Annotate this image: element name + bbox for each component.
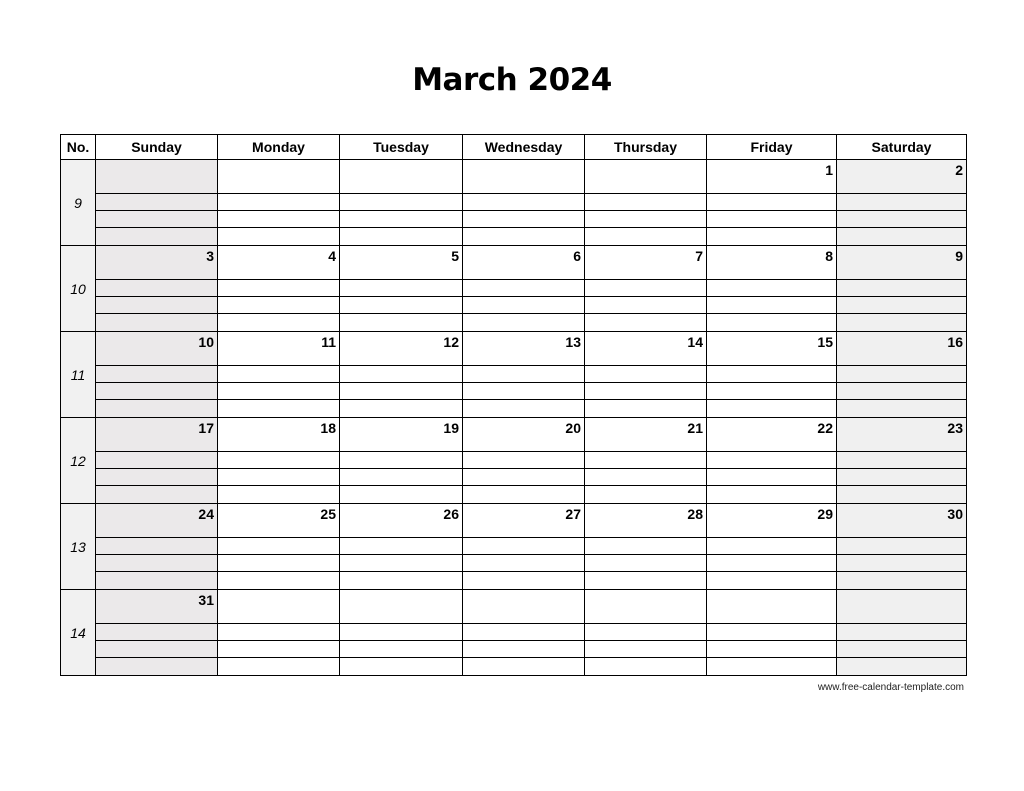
- day-cell[interactable]: [707, 418, 837, 504]
- note-line: [707, 399, 836, 400]
- note-line: [585, 193, 706, 194]
- note-line: [585, 571, 706, 572]
- note-line: [218, 657, 339, 658]
- day-number: 11: [321, 334, 336, 350]
- day-cell[interactable]: [585, 590, 707, 676]
- note-line: [340, 279, 462, 280]
- day-cell[interactable]: [837, 418, 967, 504]
- note-line: [585, 210, 706, 211]
- day-cell[interactable]: [463, 160, 585, 246]
- day-number: 30: [947, 506, 963, 522]
- week-row: [61, 418, 967, 504]
- day-cell[interactable]: [218, 332, 340, 418]
- note-line: [218, 210, 339, 211]
- day-number: 21: [687, 420, 703, 436]
- day-number: 24: [198, 506, 214, 522]
- note-line: [585, 537, 706, 538]
- note-line: [340, 399, 462, 400]
- week-row: [61, 504, 967, 590]
- footer-url: www.free-calendar-template.com: [817, 682, 964, 693]
- note-line: [96, 623, 217, 624]
- note-line: [707, 571, 836, 572]
- note-line: [707, 451, 836, 452]
- day-number: 19: [443, 420, 459, 436]
- note-line: [837, 640, 966, 641]
- note-line: [707, 640, 836, 641]
- note-line: [707, 382, 836, 383]
- note-line: [707, 365, 836, 366]
- note-line: [837, 657, 966, 658]
- header-monday: Monday: [218, 135, 340, 160]
- note-line: [837, 382, 966, 383]
- note-line: [837, 365, 966, 366]
- note-line: [585, 279, 706, 280]
- day-number: 9: [955, 248, 963, 264]
- note-line: [96, 451, 217, 452]
- note-line: [585, 640, 706, 641]
- day-cell[interactable]: [837, 246, 967, 332]
- note-line: [707, 623, 836, 624]
- day-cell[interactable]: [218, 418, 340, 504]
- note-line: [837, 554, 966, 555]
- day-cell[interactable]: [218, 160, 340, 246]
- note-line: [463, 365, 584, 366]
- note-line: [585, 468, 706, 469]
- day-number: 4: [328, 248, 336, 264]
- week-row: [61, 160, 967, 246]
- day-cell[interactable]: [837, 504, 967, 590]
- day-cell[interactable]: [707, 160, 837, 246]
- day-cell[interactable]: [340, 246, 463, 332]
- day-number: 3: [206, 248, 214, 264]
- note-line: [707, 537, 836, 538]
- note-line: [96, 571, 217, 572]
- note-line: [218, 279, 339, 280]
- header-sunday: Sunday: [96, 135, 218, 160]
- day-cell[interactable]: [218, 590, 340, 676]
- note-line: [463, 210, 584, 211]
- note-line: [585, 365, 706, 366]
- calendar-grid: [60, 134, 967, 676]
- day-cell[interactable]: [707, 246, 837, 332]
- note-line: [707, 193, 836, 194]
- note-line: [463, 485, 584, 486]
- note-line: [837, 399, 966, 400]
- day-cell[interactable]: [340, 590, 463, 676]
- header-saturday: Saturday: [837, 135, 967, 160]
- note-line: [585, 313, 706, 314]
- note-line: [96, 657, 217, 658]
- day-cell[interactable]: [96, 418, 218, 504]
- week-row: [61, 332, 967, 418]
- header-row: [61, 135, 967, 160]
- note-line: [340, 313, 462, 314]
- day-cell[interactable]: [96, 590, 218, 676]
- note-line: [218, 399, 339, 400]
- week-number: 13: [61, 504, 96, 590]
- day-number: 20: [565, 420, 581, 436]
- day-number: 23: [947, 420, 963, 436]
- note-line: [96, 193, 217, 194]
- day-cell[interactable]: [218, 246, 340, 332]
- day-number: 16: [947, 334, 963, 350]
- day-number: 8: [825, 248, 833, 264]
- day-cell[interactable]: [837, 590, 967, 676]
- note-line: [340, 554, 462, 555]
- day-number: 17: [198, 420, 214, 436]
- header-thursday: Thursday: [585, 135, 707, 160]
- note-line: [463, 623, 584, 624]
- note-line: [218, 313, 339, 314]
- day-number: 26: [443, 506, 459, 522]
- note-line: [837, 537, 966, 538]
- day-cell[interactable]: [96, 160, 218, 246]
- note-line: [463, 451, 584, 452]
- day-cell[interactable]: [707, 332, 837, 418]
- note-line: [837, 193, 966, 194]
- day-cell[interactable]: [340, 504, 463, 590]
- note-line: [707, 296, 836, 297]
- note-line: [340, 227, 462, 228]
- header-tuesday: Tuesday: [340, 135, 463, 160]
- day-cell[interactable]: [463, 418, 585, 504]
- note-line: [96, 554, 217, 555]
- note-line: [463, 571, 584, 572]
- note-line: [463, 468, 584, 469]
- note-line: [463, 193, 584, 194]
- note-line: [340, 657, 462, 658]
- note-line: [707, 468, 836, 469]
- note-line: [585, 227, 706, 228]
- note-line: [340, 623, 462, 624]
- day-cell[interactable]: [96, 504, 218, 590]
- week-number: 14: [61, 590, 96, 676]
- day-number: 27: [565, 506, 581, 522]
- note-line: [340, 382, 462, 383]
- note-line: [585, 451, 706, 452]
- note-line: [340, 468, 462, 469]
- note-line: [837, 227, 966, 228]
- day-number: 10: [198, 334, 214, 350]
- note-line: [463, 554, 584, 555]
- day-number: 13: [565, 334, 581, 350]
- note-line: [463, 296, 584, 297]
- note-line: [707, 554, 836, 555]
- note-line: [218, 365, 339, 366]
- note-line: [340, 571, 462, 572]
- day-cell[interactable]: [837, 160, 967, 246]
- note-line: [707, 657, 836, 658]
- note-line: [463, 399, 584, 400]
- day-number: 12: [443, 334, 459, 350]
- day-cell[interactable]: [463, 332, 585, 418]
- day-number: 1: [825, 162, 833, 178]
- note-line: [96, 485, 217, 486]
- day-number: 15: [817, 334, 833, 350]
- note-line: [218, 296, 339, 297]
- day-cell[interactable]: [463, 590, 585, 676]
- note-line: [218, 468, 339, 469]
- note-line: [96, 382, 217, 383]
- week-number: 9: [61, 160, 96, 246]
- note-line: [96, 365, 217, 366]
- day-number: 28: [687, 506, 703, 522]
- note-line: [96, 227, 217, 228]
- note-line: [837, 468, 966, 469]
- note-line: [218, 623, 339, 624]
- header-wednesday: Wednesday: [463, 135, 585, 160]
- note-line: [463, 537, 584, 538]
- note-line: [96, 296, 217, 297]
- day-cell[interactable]: [585, 504, 707, 590]
- note-line: [340, 193, 462, 194]
- note-line: [340, 485, 462, 486]
- note-line: [463, 382, 584, 383]
- note-line: [340, 365, 462, 366]
- note-line: [96, 640, 217, 641]
- day-cell[interactable]: [340, 160, 463, 246]
- day-cell[interactable]: [707, 590, 837, 676]
- note-line: [463, 313, 584, 314]
- day-number: 25: [320, 506, 336, 522]
- day-number: 2: [955, 162, 963, 178]
- day-number: 18: [320, 420, 336, 436]
- note-line: [218, 485, 339, 486]
- day-number: 6: [573, 248, 581, 264]
- day-number: 7: [695, 248, 703, 264]
- week-number: 10: [61, 246, 96, 332]
- day-cell[interactable]: [585, 246, 707, 332]
- day-cell[interactable]: [96, 332, 218, 418]
- note-line: [585, 657, 706, 658]
- note-line: [463, 227, 584, 228]
- day-cell[interactable]: [585, 160, 707, 246]
- note-line: [837, 279, 966, 280]
- note-line: [96, 399, 217, 400]
- week-row: [61, 590, 967, 676]
- note-line: [585, 382, 706, 383]
- note-line: [96, 537, 217, 538]
- day-number: 29: [817, 506, 833, 522]
- note-line: [96, 279, 217, 280]
- week-number: 12: [61, 418, 96, 504]
- note-line: [463, 279, 584, 280]
- week-row: [61, 246, 967, 332]
- day-cell[interactable]: [707, 504, 837, 590]
- note-line: [585, 485, 706, 486]
- day-cell[interactable]: [340, 418, 463, 504]
- note-line: [707, 485, 836, 486]
- note-line: [340, 296, 462, 297]
- note-line: [340, 210, 462, 211]
- calendar-body: [61, 160, 967, 676]
- day-cell[interactable]: [340, 332, 463, 418]
- note-line: [707, 227, 836, 228]
- note-line: [585, 623, 706, 624]
- note-line: [218, 451, 339, 452]
- day-cell[interactable]: [463, 246, 585, 332]
- day-number: 31: [198, 592, 214, 608]
- day-cell[interactable]: [463, 504, 585, 590]
- note-line: [707, 210, 836, 211]
- note-line: [218, 193, 339, 194]
- note-line: [585, 296, 706, 297]
- day-cell[interactable]: [585, 418, 707, 504]
- note-line: [837, 623, 966, 624]
- note-line: [340, 640, 462, 641]
- note-line: [585, 554, 706, 555]
- note-line: [96, 468, 217, 469]
- note-line: [707, 279, 836, 280]
- note-line: [837, 296, 966, 297]
- day-number: 22: [817, 420, 833, 436]
- note-line: [837, 210, 966, 211]
- note-line: [218, 571, 339, 572]
- note-line: [837, 451, 966, 452]
- note-line: [96, 210, 217, 211]
- note-line: [218, 554, 339, 555]
- note-line: [340, 537, 462, 538]
- note-line: [96, 313, 217, 314]
- week-number: 11: [61, 332, 96, 418]
- header-week-number: No.: [61, 135, 96, 160]
- day-number: 14: [687, 334, 703, 350]
- note-line: [218, 227, 339, 228]
- note-line: [218, 382, 339, 383]
- note-line: [837, 485, 966, 486]
- day-cell[interactable]: [837, 332, 967, 418]
- note-line: [707, 313, 836, 314]
- day-cell[interactable]: [96, 246, 218, 332]
- header-friday: Friday: [707, 135, 837, 160]
- note-line: [218, 640, 339, 641]
- day-cell[interactable]: [218, 504, 340, 590]
- calendar-title: March 2024: [412, 62, 612, 98]
- day-number: 5: [451, 248, 459, 264]
- note-line: [837, 313, 966, 314]
- note-line: [837, 571, 966, 572]
- day-cell[interactable]: [585, 332, 707, 418]
- note-line: [218, 537, 339, 538]
- note-line: [340, 451, 462, 452]
- note-line: [585, 399, 706, 400]
- note-line: [463, 657, 584, 658]
- note-line: [463, 640, 584, 641]
